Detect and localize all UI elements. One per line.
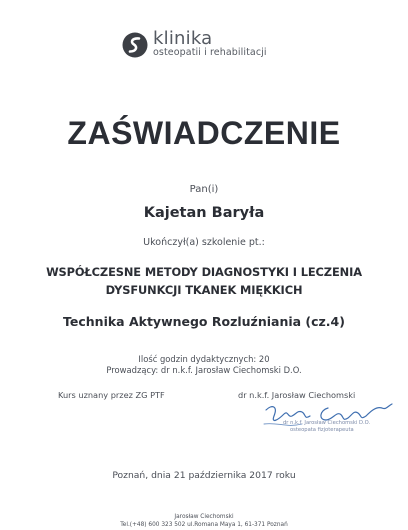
course-title: [0, 263, 408, 299]
logo-mark-icon: [122, 32, 148, 58]
logo-subtitle: osteopatii i rehabilitacji: [153, 47, 267, 58]
salutation: Pan(i): [189, 184, 219, 195]
stamp-role: osteopata fizjoterapeuta: [290, 427, 354, 433]
logo-name: klinika: [153, 28, 213, 49]
instructor-line: Prowadzący: dr n.k.f. Jarosław Ciechomski D.O.: [106, 365, 302, 375]
footer-contact: Tel.(+48) 600 323 502 ul.Romana Maya 1, 61-371 Poznań: [120, 522, 288, 528]
signer-name: dr n.k.f. Jarosław Ciechomski: [238, 390, 356, 400]
technique-title: Technika Aktywnego Rozluźniania (cz.4): [63, 314, 345, 329]
footer-name: Jarosław Ciechomski: [174, 514, 234, 520]
clinic-logo: [122, 30, 297, 60]
completed-text: Ukończył(a) szkolenie pt.:: [143, 237, 265, 248]
hours-line: Ilość godzin dydaktycznych: 20: [138, 354, 270, 364]
certificate-title: ZAŚWIADCZENIE: [67, 115, 341, 151]
course-title-line1: WSPÓŁCZESNE METODY DIAGNOSTYKI I LECZENIA: [46, 265, 362, 279]
participant-name: Kajetan Baryła: [143, 205, 265, 221]
stamp-name: dr n.k.f. Jarosław Ciechomski D.O.: [283, 420, 371, 426]
signature-image: [258, 398, 398, 440]
recognition-note: Kurs uznany przez ZG PTF: [58, 390, 165, 400]
place-date: Poznań, dnia 21 października 2017 roku: [112, 470, 296, 481]
course-title-line2: DYSFUNKCJI TKANEK MIĘKKICH: [105, 283, 303, 297]
